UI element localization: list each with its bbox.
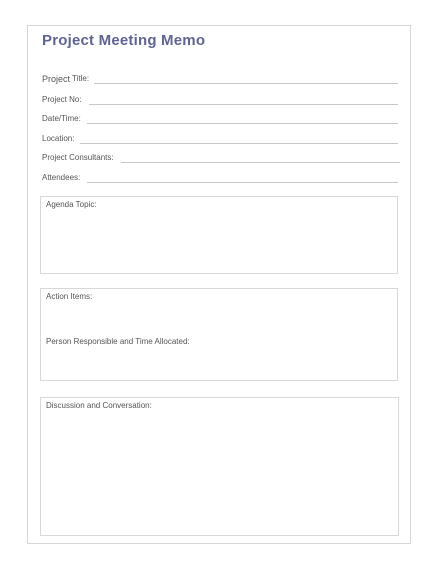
attendees-label: Attendees: [42,173,81,182]
project-consultants-field[interactable] [42,149,400,163]
person-responsible-label: Person Responsible and Time Allocated: [46,337,190,346]
location-label: Location: [42,134,75,143]
attendees-field[interactable] [42,169,398,183]
project-title-line[interactable] [94,83,398,84]
project-title-label-rest: Title: [72,74,90,83]
project-no-label: Project No: [42,95,82,104]
location-field[interactable] [42,130,398,144]
action-items-label: Action Items: [46,292,93,301]
project-no-field[interactable] [42,91,398,105]
date-time-line[interactable] [87,123,398,124]
memo-page [27,25,411,544]
location-line[interactable] [80,143,398,144]
agenda-topic-label: Agenda Topic: [46,200,97,209]
agenda-topic-box[interactable] [40,196,398,274]
project-title-label-main: Project [42,74,71,84]
date-time-field[interactable] [42,110,398,124]
action-items-box[interactable] [40,288,398,381]
discussion-label: Discussion and Conversation: [46,401,152,410]
date-time-label: Date/Time: [42,114,81,123]
attendees-line[interactable] [87,182,398,183]
page-title: Project Meeting Memo [42,32,206,49]
project-consultants-line[interactable] [121,162,400,163]
project-no-line[interactable] [89,104,398,105]
discussion-box[interactable] [40,397,399,536]
project-title-field[interactable] [42,70,398,84]
project-consultants-label: Project Consultants: [42,153,114,162]
